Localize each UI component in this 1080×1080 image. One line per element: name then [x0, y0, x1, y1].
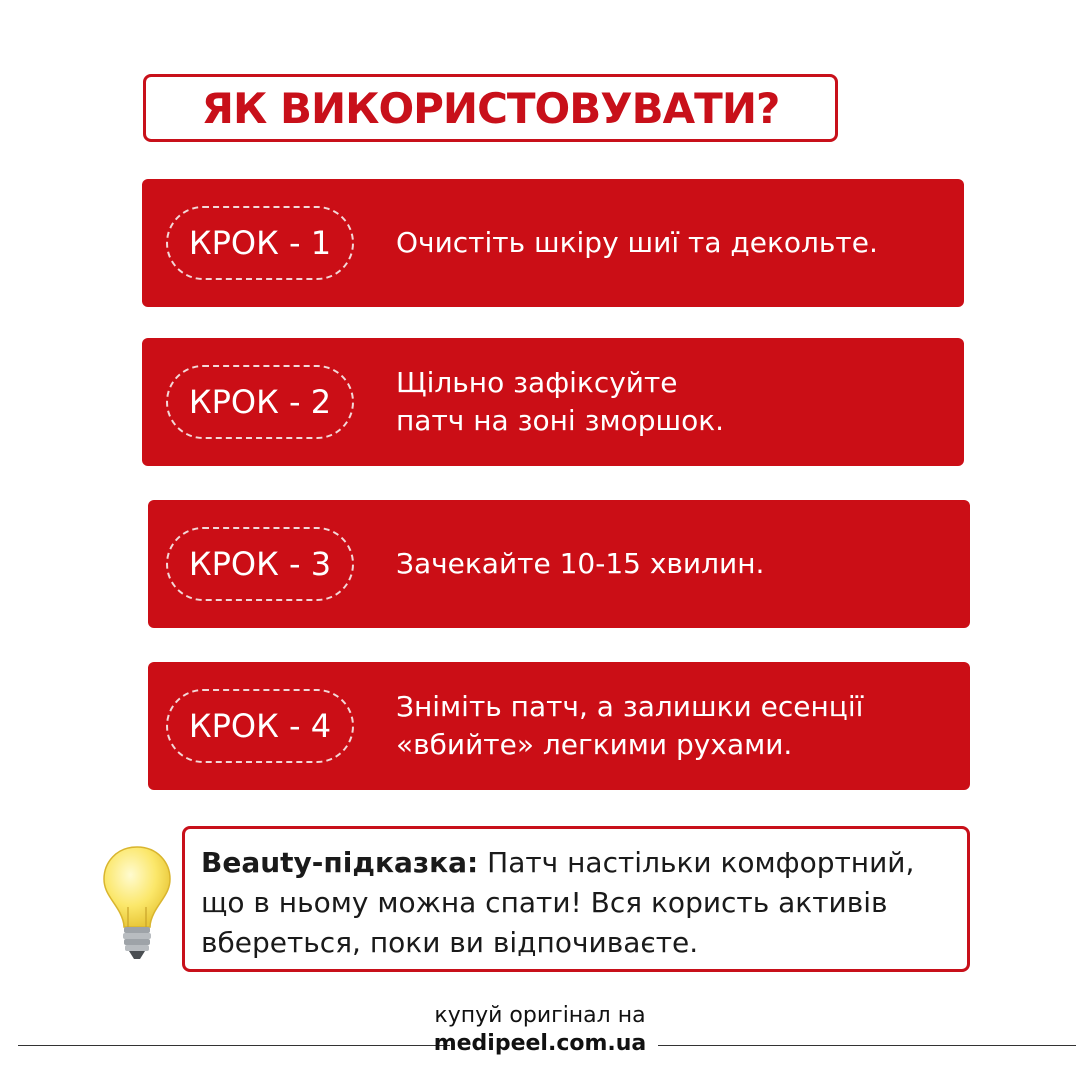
title-box [143, 74, 838, 142]
step-badge: КРОК - 3 [166, 527, 354, 601]
lightbulb-icon [100, 843, 174, 963]
step-text-line: патч на зоні зморшок. [396, 404, 725, 437]
step-text-line: Очистіть шкіру шиї та декольте. [396, 226, 878, 259]
step-card-1 [142, 179, 964, 307]
step-text [396, 338, 724, 466]
step-text [396, 500, 764, 628]
footer-link[interactable]: medipeel.com.ua [433, 1031, 647, 1056]
tip-line [201, 843, 967, 883]
step-card-2 [142, 338, 964, 466]
tip-line: вбереться, поки ви відпочиваєте. [201, 926, 699, 959]
step-badge: КРОК - 1 [166, 206, 354, 280]
tip-box [182, 826, 970, 972]
page-title: ЯК ВИКОРИСТОВУВАТИ? [201, 83, 780, 133]
step-text-line: Зніміть патч, а залишки есенції [396, 690, 864, 723]
step-badge: КРОК - 4 [166, 689, 354, 763]
tip-line: що в ньому можна спати! Вся користь активів [201, 886, 888, 919]
step-text-line: «вбийте» легкими рухами. [396, 728, 793, 761]
step-text [396, 179, 878, 307]
footer-caption: купуй оригінал на [434, 1003, 646, 1028]
step-badge: КРОК - 2 [166, 365, 354, 439]
tip-text: Патч настільки комфортний, [478, 846, 915, 879]
step-text-line: Зачекайте 10-15 хвилин. [396, 547, 765, 580]
step-text [396, 662, 863, 790]
tip-label: Beauty-підказка: [201, 846, 479, 879]
step-card-4 [148, 662, 970, 790]
step-card-3 [148, 500, 970, 628]
step-text-line: Щільно зафіксуйте [396, 366, 678, 399]
